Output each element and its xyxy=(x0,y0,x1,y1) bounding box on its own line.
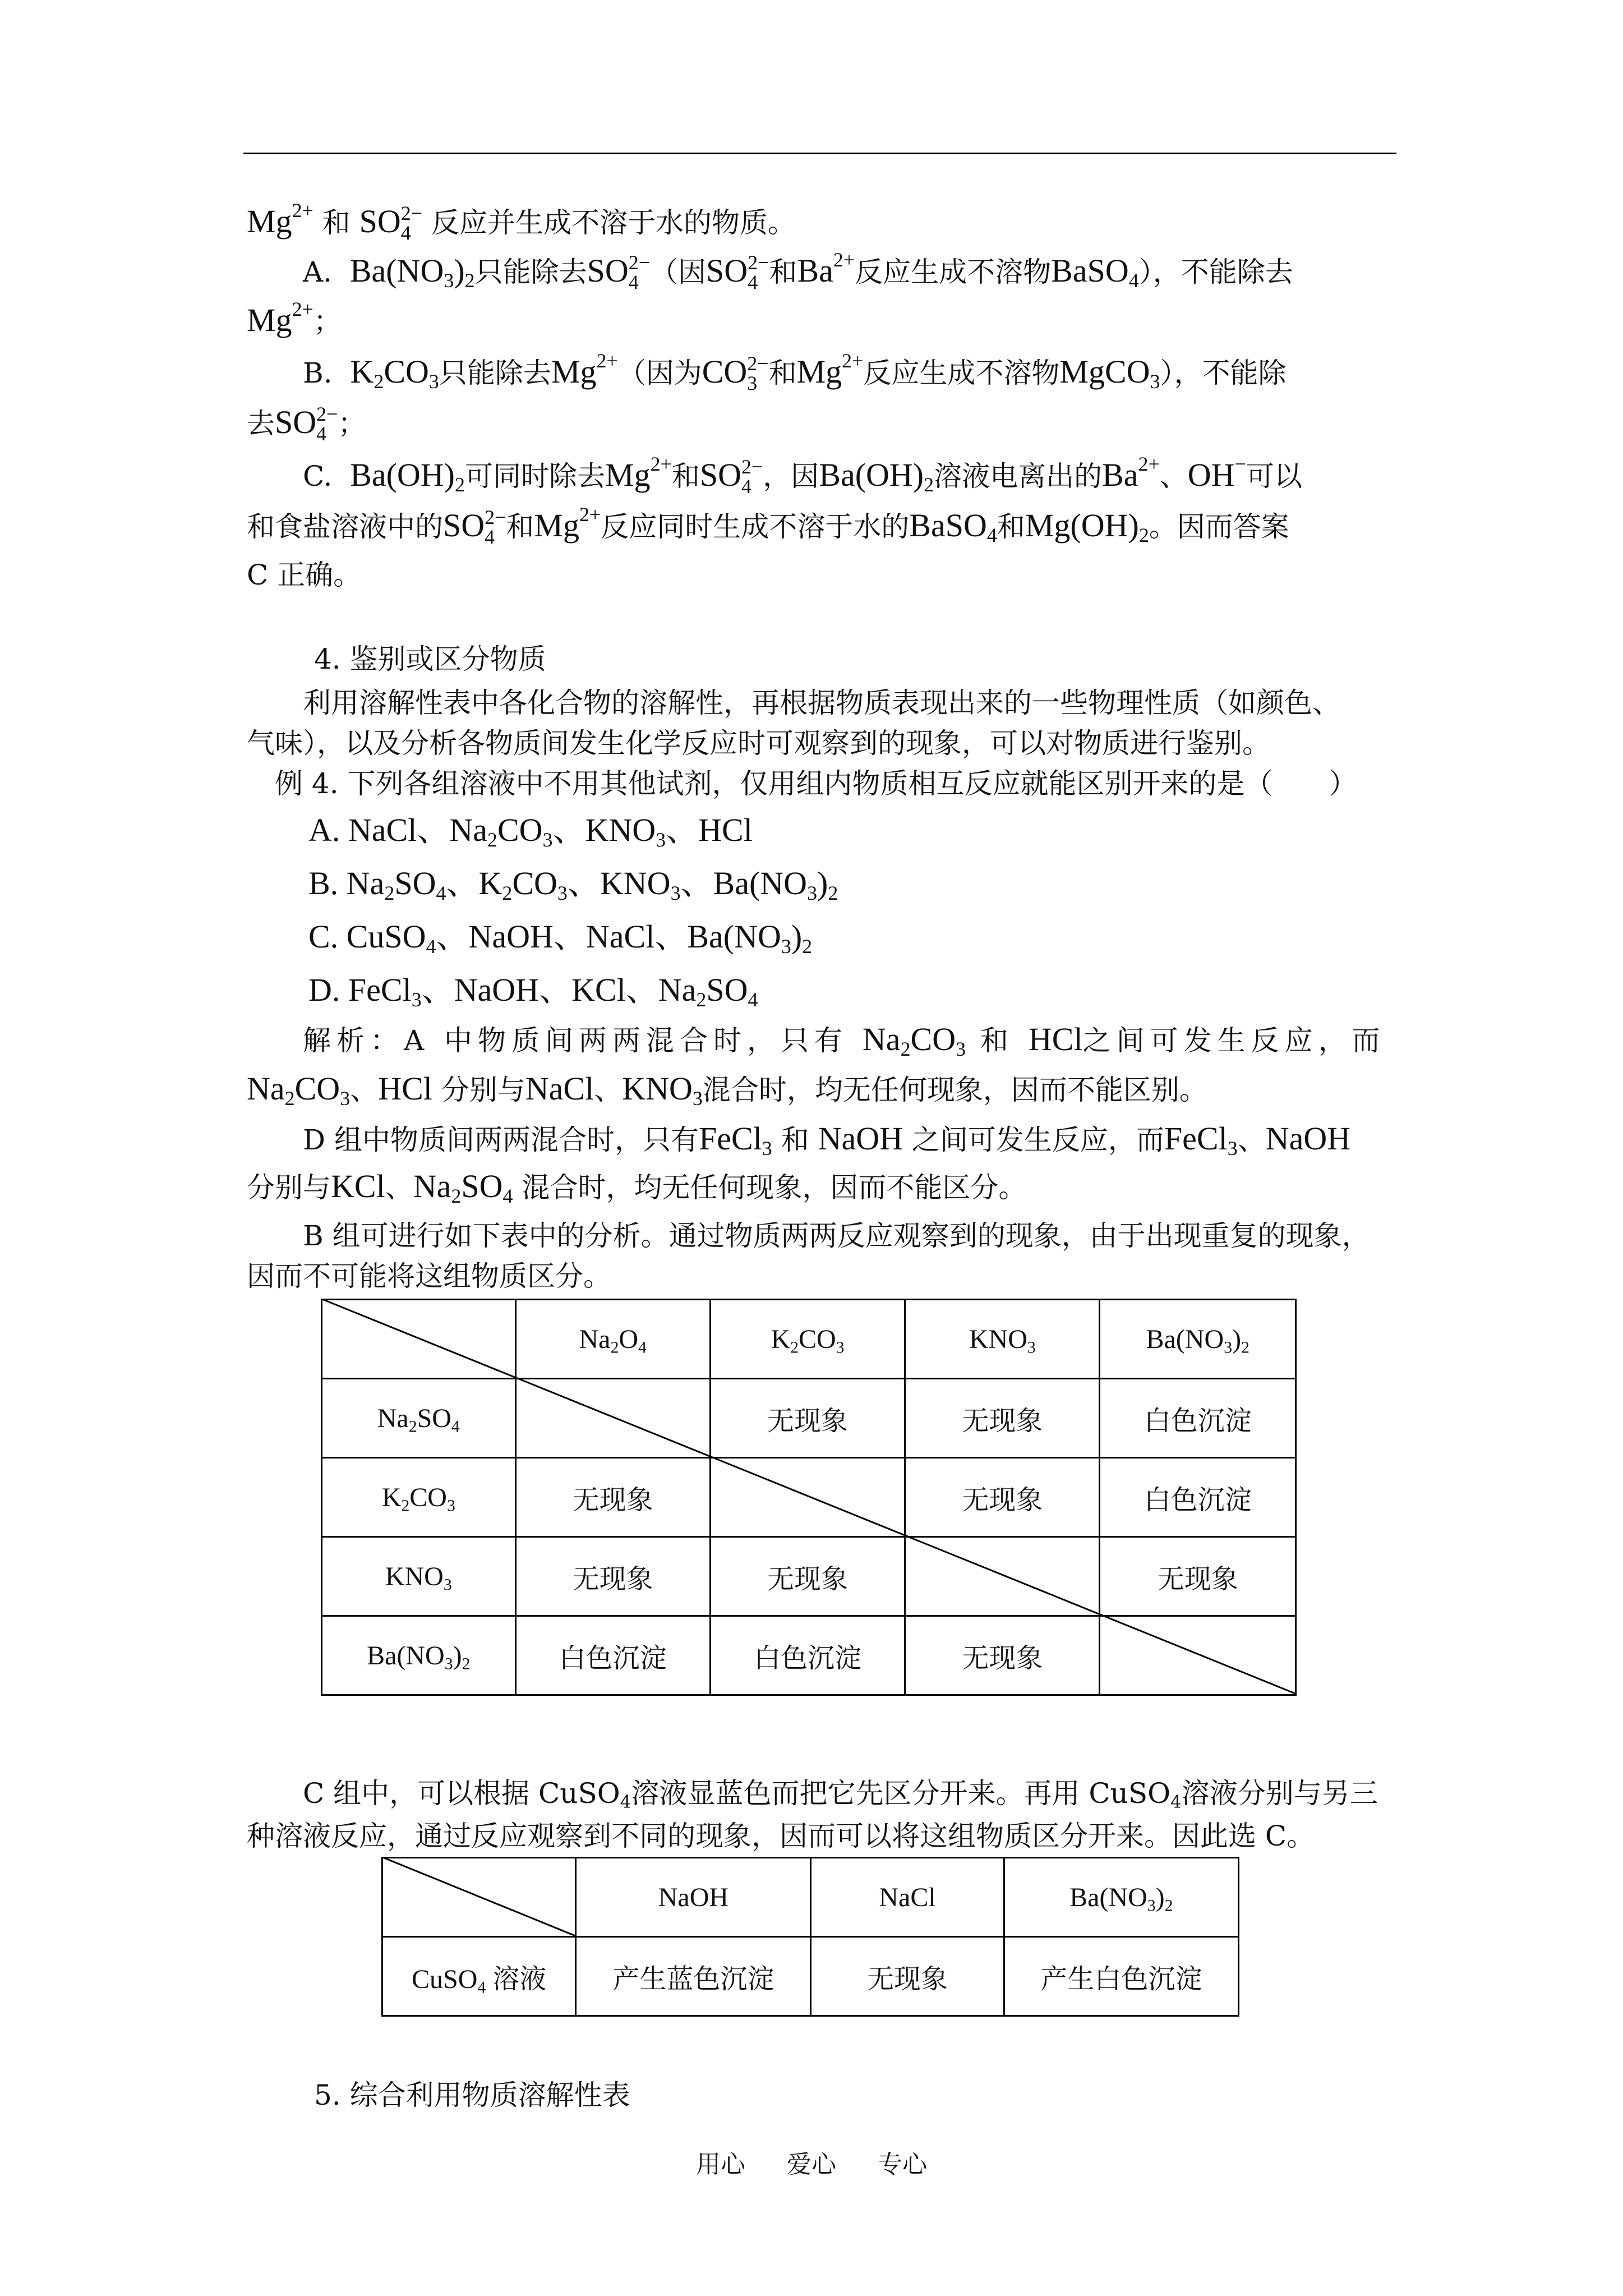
option-a-explanation-end: $Mg^{2+}$； xyxy=(247,298,342,338)
footer-word: 爱心 xyxy=(787,2150,836,2179)
example-4-option-c: C. CuSO$_4$、NaOH、NaCl、$Ba(NO_3)_2$ xyxy=(308,918,813,958)
table-c-cell: 无现象 xyxy=(811,1937,1004,2016)
table-b-col-header: $K_2CO_3$ xyxy=(710,1300,905,1379)
analysis-a-1: 解析：A 中物质间两两混合时，只有 $Na_2CO_3$ 和 HCl之间可发生反应，而 xyxy=(303,1021,1386,1061)
table-b-cell: 无现象 xyxy=(905,1616,1100,1695)
table-c-cell: 产生蓝色沉淀 xyxy=(576,1937,811,2016)
analysis-b-1: B 组可进行如下表中的分析。通过物质两两反应观察到的现象，由于出现重复的现象， xyxy=(303,1220,1370,1252)
option-c-explanation: C. $Ba(OH)_2$可同时除去$Mg^{2+}$和SO 2− 4 ，因$Ba(OH)_2$溶液电离出的$Ba^{2+}$、OH−可以 xyxy=(303,453,1302,498)
option-a-explanation: A. $Ba(NO_3)_2$只能除去SO 2− 4 （因SO 2− 4 和$Ba^{2+}$反应生成不溶物BaSO$_4$），不能除去 xyxy=(303,249,1293,293)
table-b-cell: 白色沉淀 xyxy=(515,1616,710,1695)
option-b-explanation-end: 去SO 2− 4 ； xyxy=(247,403,366,445)
table-b-cell: 白色沉淀 xyxy=(1100,1379,1296,1458)
table-b-cell: 无现象 xyxy=(710,1537,905,1616)
table-b-diagonal-line xyxy=(321,1299,1297,1694)
analysis-c-2: 种溶液反应，通过反应观察到不同的现象，因而可以将这组物质区分开来。因此选 C。 xyxy=(247,1820,1315,1852)
example-4-option-a: A. NaCl、$Na_2CO_3$、$KNO_3$、HCl xyxy=(308,812,753,852)
table-b-row-header: $K_2CO_3$ xyxy=(322,1458,516,1537)
option-c-explanation-2: 和食盐溶液中的SO 2− 4 和$Mg^{2+}$反应同时生成不溶于水的BaSO$_4$和$Mg(OH)_2$。因而答案 xyxy=(247,503,1289,548)
table-c-col-header: NaCl xyxy=(811,1858,1004,1937)
footer-word: 专心 xyxy=(878,2150,927,2179)
analysis-d-2: 分别与KCl、$Na_2SO_4$ 混合时，均无任何现象，因而不能区分。 xyxy=(247,1168,1027,1208)
table-b-cell: 无现象 xyxy=(710,1379,905,1458)
table-b-cell: 白色沉淀 xyxy=(710,1616,905,1695)
header-rule xyxy=(243,153,1396,154)
analysis-a-2: $Na_2CO_3$、HCl 分别与NaCl、$KNO_3$混合时，均无任何现象，因而不能区别。 xyxy=(247,1070,1207,1110)
table-c-cell: 产生白色沉淀 xyxy=(1004,1937,1238,2016)
example-4-option-b: B. $Na_2SO_4$、$K_2CO_3$、$KNO_3$、$Ba(NO_3)_2$ xyxy=(308,865,838,905)
table-b-row-header: $Na_2SO_4$ xyxy=(322,1379,516,1458)
footer-word: 用心 xyxy=(696,2150,745,2179)
table-c-diagonal-line xyxy=(381,1857,575,1936)
section-5-heading: 5. 综合利用物质溶解性表 xyxy=(314,2079,630,2111)
option-b-explanation: B. $K_2CO_3$只能除去$Mg^{2+}$（因为CO 2− 3 和$Mg^{2+}$反应生成不溶物MgCO$_3$），不能除 xyxy=(303,349,1287,394)
table-c-row-header: CuSO$_4$ 溶液 xyxy=(382,1937,576,2016)
table-b-cell: 白色沉淀 xyxy=(1100,1458,1296,1537)
table-c-col-header: $Ba(NO_3)_2$ xyxy=(1004,1858,1238,1937)
analysis-b-2: 因而不可能将这组物质区分。 xyxy=(247,1260,611,1292)
table-b-cell: 无现象 xyxy=(1100,1537,1296,1616)
table-b-row-header: $KNO_3$ xyxy=(322,1537,516,1616)
table-b-col-header: $Na_2O_4$ xyxy=(515,1300,710,1379)
table-b-col-header: $KNO_3$ xyxy=(905,1300,1100,1379)
example-4-question: 例 4. 下列各组溶液中不用其他试剂，仅用组内物质相互反应就能区别开来的是（ ） xyxy=(275,767,1357,800)
example-4-option-d: D. FeCl$_3$、NaOH、KCl、$Na_2SO_4$ xyxy=(308,972,758,1011)
table-b-col-header: $Ba(NO_3)_2$ xyxy=(1100,1300,1296,1379)
option-c-conclusion: C 正确。 xyxy=(247,559,362,591)
table-b-cell: 无现象 xyxy=(515,1537,710,1616)
section-4-heading: 4. 鉴别或区分物质 xyxy=(314,643,546,675)
table-b-cell: 无现象 xyxy=(905,1379,1100,1458)
page-footer xyxy=(0,2144,1623,2180)
continuation-line-1: $Mg^{2+}$ 和 SO 2− 4 反应并生成不溶于水的物质。 xyxy=(247,199,796,244)
section-4-para-2: 气味），以及分析各物质间发生化学反应时可观察到的现象，可以对物质进行鉴别。 xyxy=(247,727,1270,760)
analysis-d-1: D 组中物质间两两混合时，只有FeCl$_3$ 和 NaOH 之间可发生反应，而FeCl$_3$、NaOH xyxy=(303,1120,1351,1160)
table-b-row-header: $Ba(NO_3)_2$ xyxy=(322,1616,516,1695)
table-b-cell: 无现象 xyxy=(905,1458,1100,1537)
analysis-c-1: C 组中，可以根据 CuSO$_4$溶液显蓝色而把它先区分开来。再用 CuSO$_4$溶液分别与另三 xyxy=(303,1777,1378,1812)
section-4-para-1: 利用溶解性表中各化合物的溶解性，再根据物质表现出来的一些物理性质（如颜色、 xyxy=(303,687,1340,719)
table-c-col-header: NaOH xyxy=(576,1858,811,1937)
table-b-cell: 无现象 xyxy=(515,1458,710,1537)
